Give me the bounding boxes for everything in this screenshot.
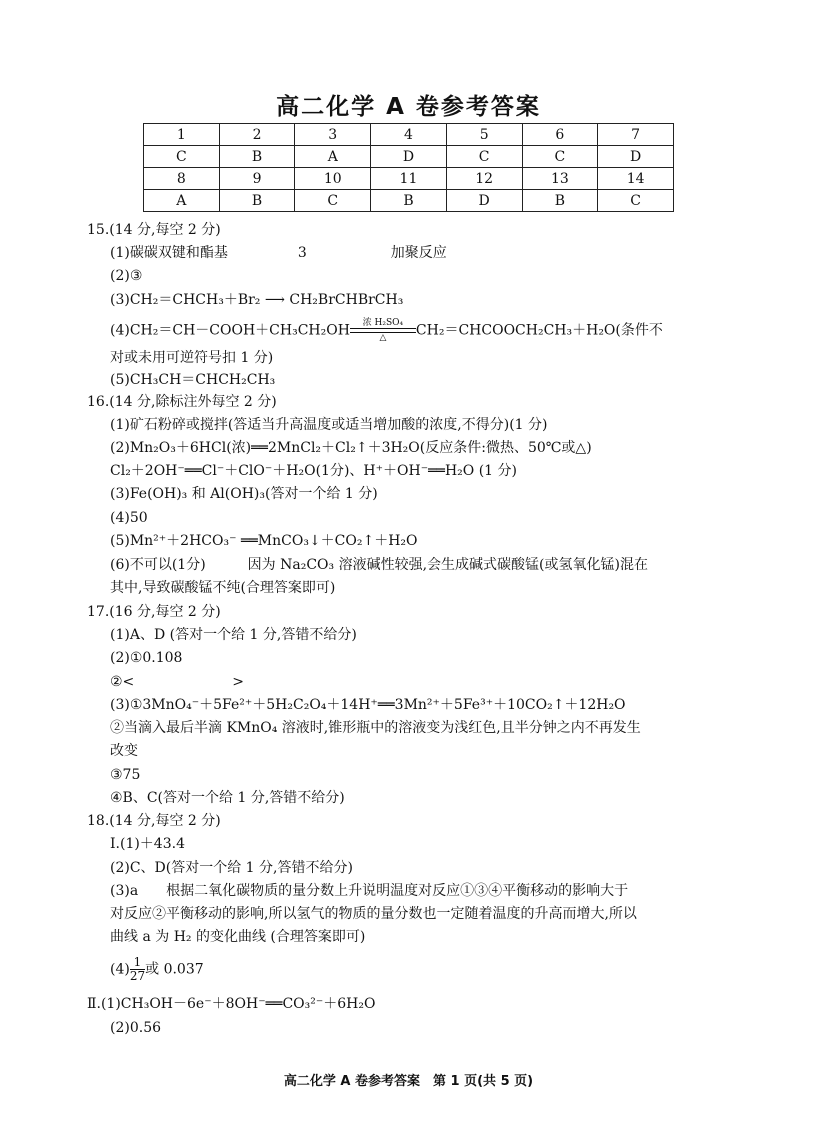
table-cell: 13: [522, 168, 598, 190]
q16-line: 其中,导致碳酸锰不纯(合理答案即可): [110, 580, 336, 596]
table-row: [144, 190, 674, 212]
q15-line: [110, 318, 663, 343]
q18-line: (2)C、D(答对一个给 1 分,答错不给分): [110, 860, 353, 876]
table-cell: 11: [371, 168, 447, 190]
table-row: [144, 146, 674, 168]
q18-line: [110, 956, 204, 983]
q18-line: 曲线 a 为 H₂ 的变化曲线 (合理答案即可): [110, 929, 366, 945]
fraction-numerator: 1: [130, 956, 145, 970]
q16-line: (1)矿石粉碎或搅拌(答适当升高温度或适当增加酸的浓度,不得分)(1 分): [110, 417, 548, 433]
q17-line: ②当滴入最后半滴 KMnO₄ 溶液时,锥形瓶中的溶液变为浅红色,且半分钟之内不再发生: [110, 720, 641, 736]
table-cell: 9: [219, 168, 295, 190]
page-title: 高二化学 A 卷参考答案: [276, 94, 541, 120]
table-cell: B: [371, 190, 447, 212]
table-cell: 14: [598, 168, 674, 190]
table-cell: C: [598, 190, 674, 212]
q17-line: ③75: [110, 767, 141, 783]
q15-eq-left: (4)CH₂＝CH－COOH＋CH₃CH₂OH: [110, 322, 350, 339]
table-cell: 6: [522, 124, 598, 146]
q17-line: (1)A、D (答对一个给 1 分,答错不给分): [110, 627, 357, 643]
q16-line: (5)Mn²⁺＋2HCO₃⁻ ══MnCO₃↓＋CO₂↑＋H₂O: [110, 533, 418, 549]
q15-line: (5)CH₃CH＝CHCH₂CH₃: [110, 372, 276, 388]
q18-4-value: 或 0.037: [145, 961, 204, 978]
q16-header: 16.(14 分,除标注外每空 2 分): [87, 394, 277, 410]
table-cell: 1: [144, 124, 220, 146]
table-cell: C: [295, 190, 371, 212]
table-cell: C: [144, 146, 220, 168]
q15-line: 对或未用可逆符号扣 1 分): [110, 350, 274, 366]
q16-line: Cl₂＋2OH⁻══Cl⁻＋ClO⁻＋H₂O(1分)、H⁺＋OH⁻══H₂O (1 分): [110, 463, 517, 479]
table-cell: 7: [598, 124, 674, 146]
page-footer: 高二化学 A 卷参考答案 第 1 页(共 5 页): [283, 1074, 534, 1089]
table-cell: C: [446, 146, 522, 168]
table-cell: 8: [144, 168, 220, 190]
q17-header: 17.(16 分,每空 2 分): [87, 604, 221, 620]
q18-line: 对反应②平衡移动的影响,所以氢气的物质的量分数也一定随着温度的升高而增大,所以: [110, 906, 637, 922]
q16-line: (2)Mn₂O₃＋6HCl(浓)══2MnCl₂＋Cl₂↑＋3H₂O(反应条件:微热、50℃或△): [110, 440, 592, 456]
q15-header: 15.(14 分,每空 2 分): [87, 222, 221, 238]
table-cell: D: [371, 146, 447, 168]
table-cell: B: [219, 146, 295, 168]
q18-line: Ⅱ.(1)CH₃OH－6e⁻＋8OH⁻══CO₃²⁻＋6H₂O: [87, 996, 376, 1012]
table-cell: 10: [295, 168, 371, 190]
q15-line: (3)CH₂＝CHCH₃＋Br₂ ⟶ CH₂BrCHBrCH₃: [110, 292, 404, 308]
condition-top: 浓 H₂SO₄: [362, 318, 404, 328]
condition-bottom: △: [379, 333, 387, 343]
q18-4-label: (4): [110, 961, 130, 978]
table-cell: 12: [446, 168, 522, 190]
q18-line: Ⅰ.(1)＋43.4: [110, 836, 185, 852]
q18-line: (2)0.56: [110, 1020, 162, 1036]
q17-line: ②< >: [110, 674, 245, 690]
table-cell: 3: [295, 124, 371, 146]
q15-eq-right: CH₂＝CHCOOCH₂CH₃＋H₂O(条件不: [415, 322, 663, 339]
table-cell: A: [144, 190, 220, 212]
table-row: [144, 124, 674, 146]
q17-line: (3)①3MnO₄⁻＋5Fe²⁺＋5H₂C₂O₄＋14H⁺══3Mn²⁺＋5Fe³⁺＋10CO₂↑＋12H₂O: [110, 697, 626, 713]
q18-line: (3)a 根据二氧化碳物质的量分数上升说明温度对反应①③④平衡移动的影响大于: [110, 883, 629, 899]
fraction: [130, 956, 145, 983]
reversible-arrow-icon: [350, 318, 416, 343]
q17-line: ④B、C(答对一个给 1 分,答错不给分): [110, 790, 345, 806]
table-cell: 2: [219, 124, 295, 146]
q15-line: (1)碳碳双键和酯基 3 加聚反应: [110, 245, 447, 261]
table-cell: A: [295, 146, 371, 168]
table-cell: D: [598, 146, 674, 168]
table-row: [144, 168, 674, 190]
q17-line: (2)①0.108: [110, 650, 183, 666]
table-cell: 5: [446, 124, 522, 146]
table-cell: C: [522, 146, 598, 168]
table-cell: B: [522, 190, 598, 212]
q16-line: (6)不可以(1分) 因为 Na₂CO₃ 溶液碱性较强,会生成碱式碳酸锰(或氢氧化锰)混在: [110, 557, 648, 573]
table-cell: D: [446, 190, 522, 212]
q15-line: (2)③: [110, 268, 143, 284]
q18-header: 18.(14 分,每空 2 分): [87, 813, 221, 829]
q17-line: 改变: [110, 743, 138, 759]
answer-table: [143, 123, 674, 212]
q16-line: (4)50: [110, 510, 148, 526]
q16-line: (3)Fe(OH)₃ 和 Al(OH)₃(答对一个给 1 分): [110, 486, 378, 502]
table-cell: B: [219, 190, 295, 212]
fraction-denominator: 27: [129, 969, 146, 983]
table-cell: 4: [371, 124, 447, 146]
